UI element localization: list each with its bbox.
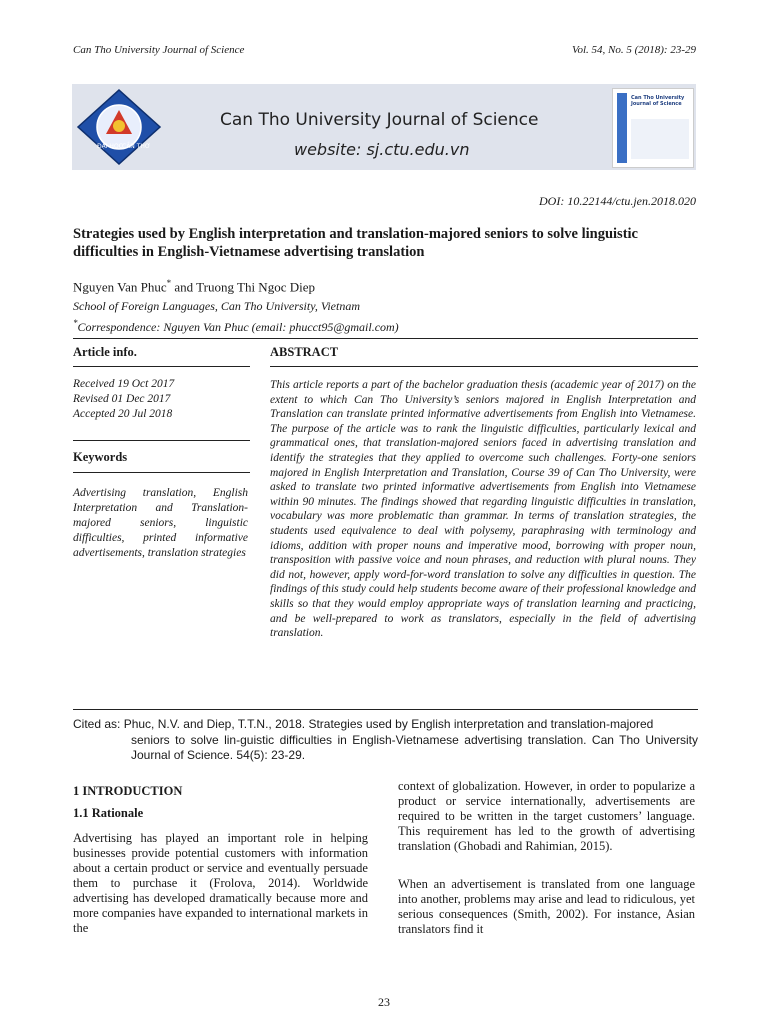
- divider-keywords: [73, 472, 250, 473]
- affiliation: School of Foreign Languages, Can Tho University, Vietnam: [73, 299, 360, 313]
- divider-abstract: [270, 366, 698, 367]
- running-header-journal: Can Tho University Journal of Science: [73, 44, 245, 56]
- section-heading: 1 INTRODUCTION: [73, 784, 183, 798]
- author-join: and Truong Thi Ngoc Diep: [171, 279, 315, 295]
- divider-keywords-top: [73, 440, 250, 441]
- intro-paragraph-right-1: context of globalization. However, in order to popularize a product or service internationally, advertisements are required to be written in the target customers’ language. This requirement has led to the growth of advertising translation (Ghobadi and Rahimian, 2015).: [398, 779, 695, 853]
- logo-text-right: CẦN THƠ: [122, 143, 151, 150]
- article-title: Strategies used by English interpretation and translation-majored seniors to solve linguistic difficulties in English-Vietnamese advertising translation: [73, 226, 638, 260]
- abstract-text: This article reports a part of the bachelor graduation thesis (academic year of 2017) on the extent to which Can Tho University’s seniors majored in English Interpretation and Translation can translate printed informative advertisements from English into Vietnamese. The purpose of the article was to rank the linguistic difficulties, particularly lexical and grammatical ones, that translation-majored seniors faced in advertising translation and identify the strategies that they applied to overcome such challenges. Forty-one seniors majored in English Interpretation and Translation, Course 39 of Can Tho University, were asked to translate two printed informative advertisements from English into Vietnamese within 90 minutes. The findings showed that regarding linguistic difficulties in translation, vocabulary was more problematic than grammar. In terms of translation strategies, the students used equivalence to deal with polysemy, paraphrasing with terminology and idioms, addition with proper nouns and imperative mood, borrowing with proper noun, transposition with passive voice and noun phrases, and reduction with plural nouns. They did not, however, apply word-for-word translation to solve any difficulties in question. The findings of this study could help students become aware of their professional knowledge and skills so that they would employ appropriate ways of translation learning and practicing, and be well-prepared to work as translators, especially in the field of advertising translation.: [270, 379, 696, 640]
- doi: DOI: 10.22144/ctu.jen.2018.020: [539, 194, 696, 208]
- revised-date: Revised 01 Dec 2017: [73, 393, 171, 405]
- logo-text-left: ĐẠI HỌC: [97, 143, 123, 150]
- correspondence: *Correspondence: Nguyen Van Phuc (email: phucct95@gmail.com): [73, 318, 399, 334]
- author-mark: *: [166, 278, 172, 288]
- divider-citation: [73, 709, 698, 710]
- citation: [73, 717, 698, 764]
- cover-title: Can Tho University Journal of Science: [631, 95, 685, 107]
- author-1: Nguyen Van Phuc: [73, 279, 167, 295]
- corr-mark: *: [73, 318, 78, 328]
- citation-first-line: Cited as: Phuc, N.V. and Diep, T.T.N., 2018. Strategies used by English interpretation and translation-majored: [73, 717, 654, 731]
- banner-website: website: sj.ctu.edu.vn: [294, 140, 470, 159]
- page-number: 23: [378, 995, 390, 1009]
- keywords-list: Advertising translation, English Interpretation and Translation-majored seniors, linguistic difficulties, printed informative advertisements, translation strategies: [73, 487, 248, 559]
- accepted-date: Accepted 20 Jul 2018: [73, 408, 173, 420]
- banner-title: Can Tho University Journal of Science: [220, 110, 539, 130]
- abstract-heading: ABSTRACT: [270, 345, 339, 359]
- journal-cover-thumbnail: [612, 88, 694, 168]
- authors: [73, 278, 315, 295]
- intro-paragraph-right-2: When an advertisement is translated from one language into another, problems may arise and lead to ridiculous, yet serious consequences (Smith, 2002). For instance, Asian translators find it: [398, 877, 695, 936]
- article-info-heading: Article info.: [73, 345, 137, 359]
- running-header-volume: Vol. 54, No. 5 (2018): 23-29: [571, 44, 696, 56]
- divider-info: [73, 366, 250, 367]
- intro-paragraph-left: Advertising has played an important role in helping businesses provide potential customers with information about a certain product or service and eventually persuade them to purchase it (Frolova, 2014). Worldwide advertising has developed dramatically because more and more companies have expanded to international markets in the: [73, 831, 368, 935]
- divider-top: [73, 338, 698, 339]
- subsection-heading: 1.1 Rationale: [73, 806, 144, 820]
- received-date: Received 19 Oct 2017: [73, 378, 175, 390]
- keywords-heading: Keywords: [73, 450, 128, 464]
- university-logo: [76, 88, 162, 166]
- citation-rest: seniors to solve lin-guistic difficulties in English-Vietnamese advertising translation. Can Tho University Journal of Science. 54(5): 23-29.: [131, 732, 698, 762]
